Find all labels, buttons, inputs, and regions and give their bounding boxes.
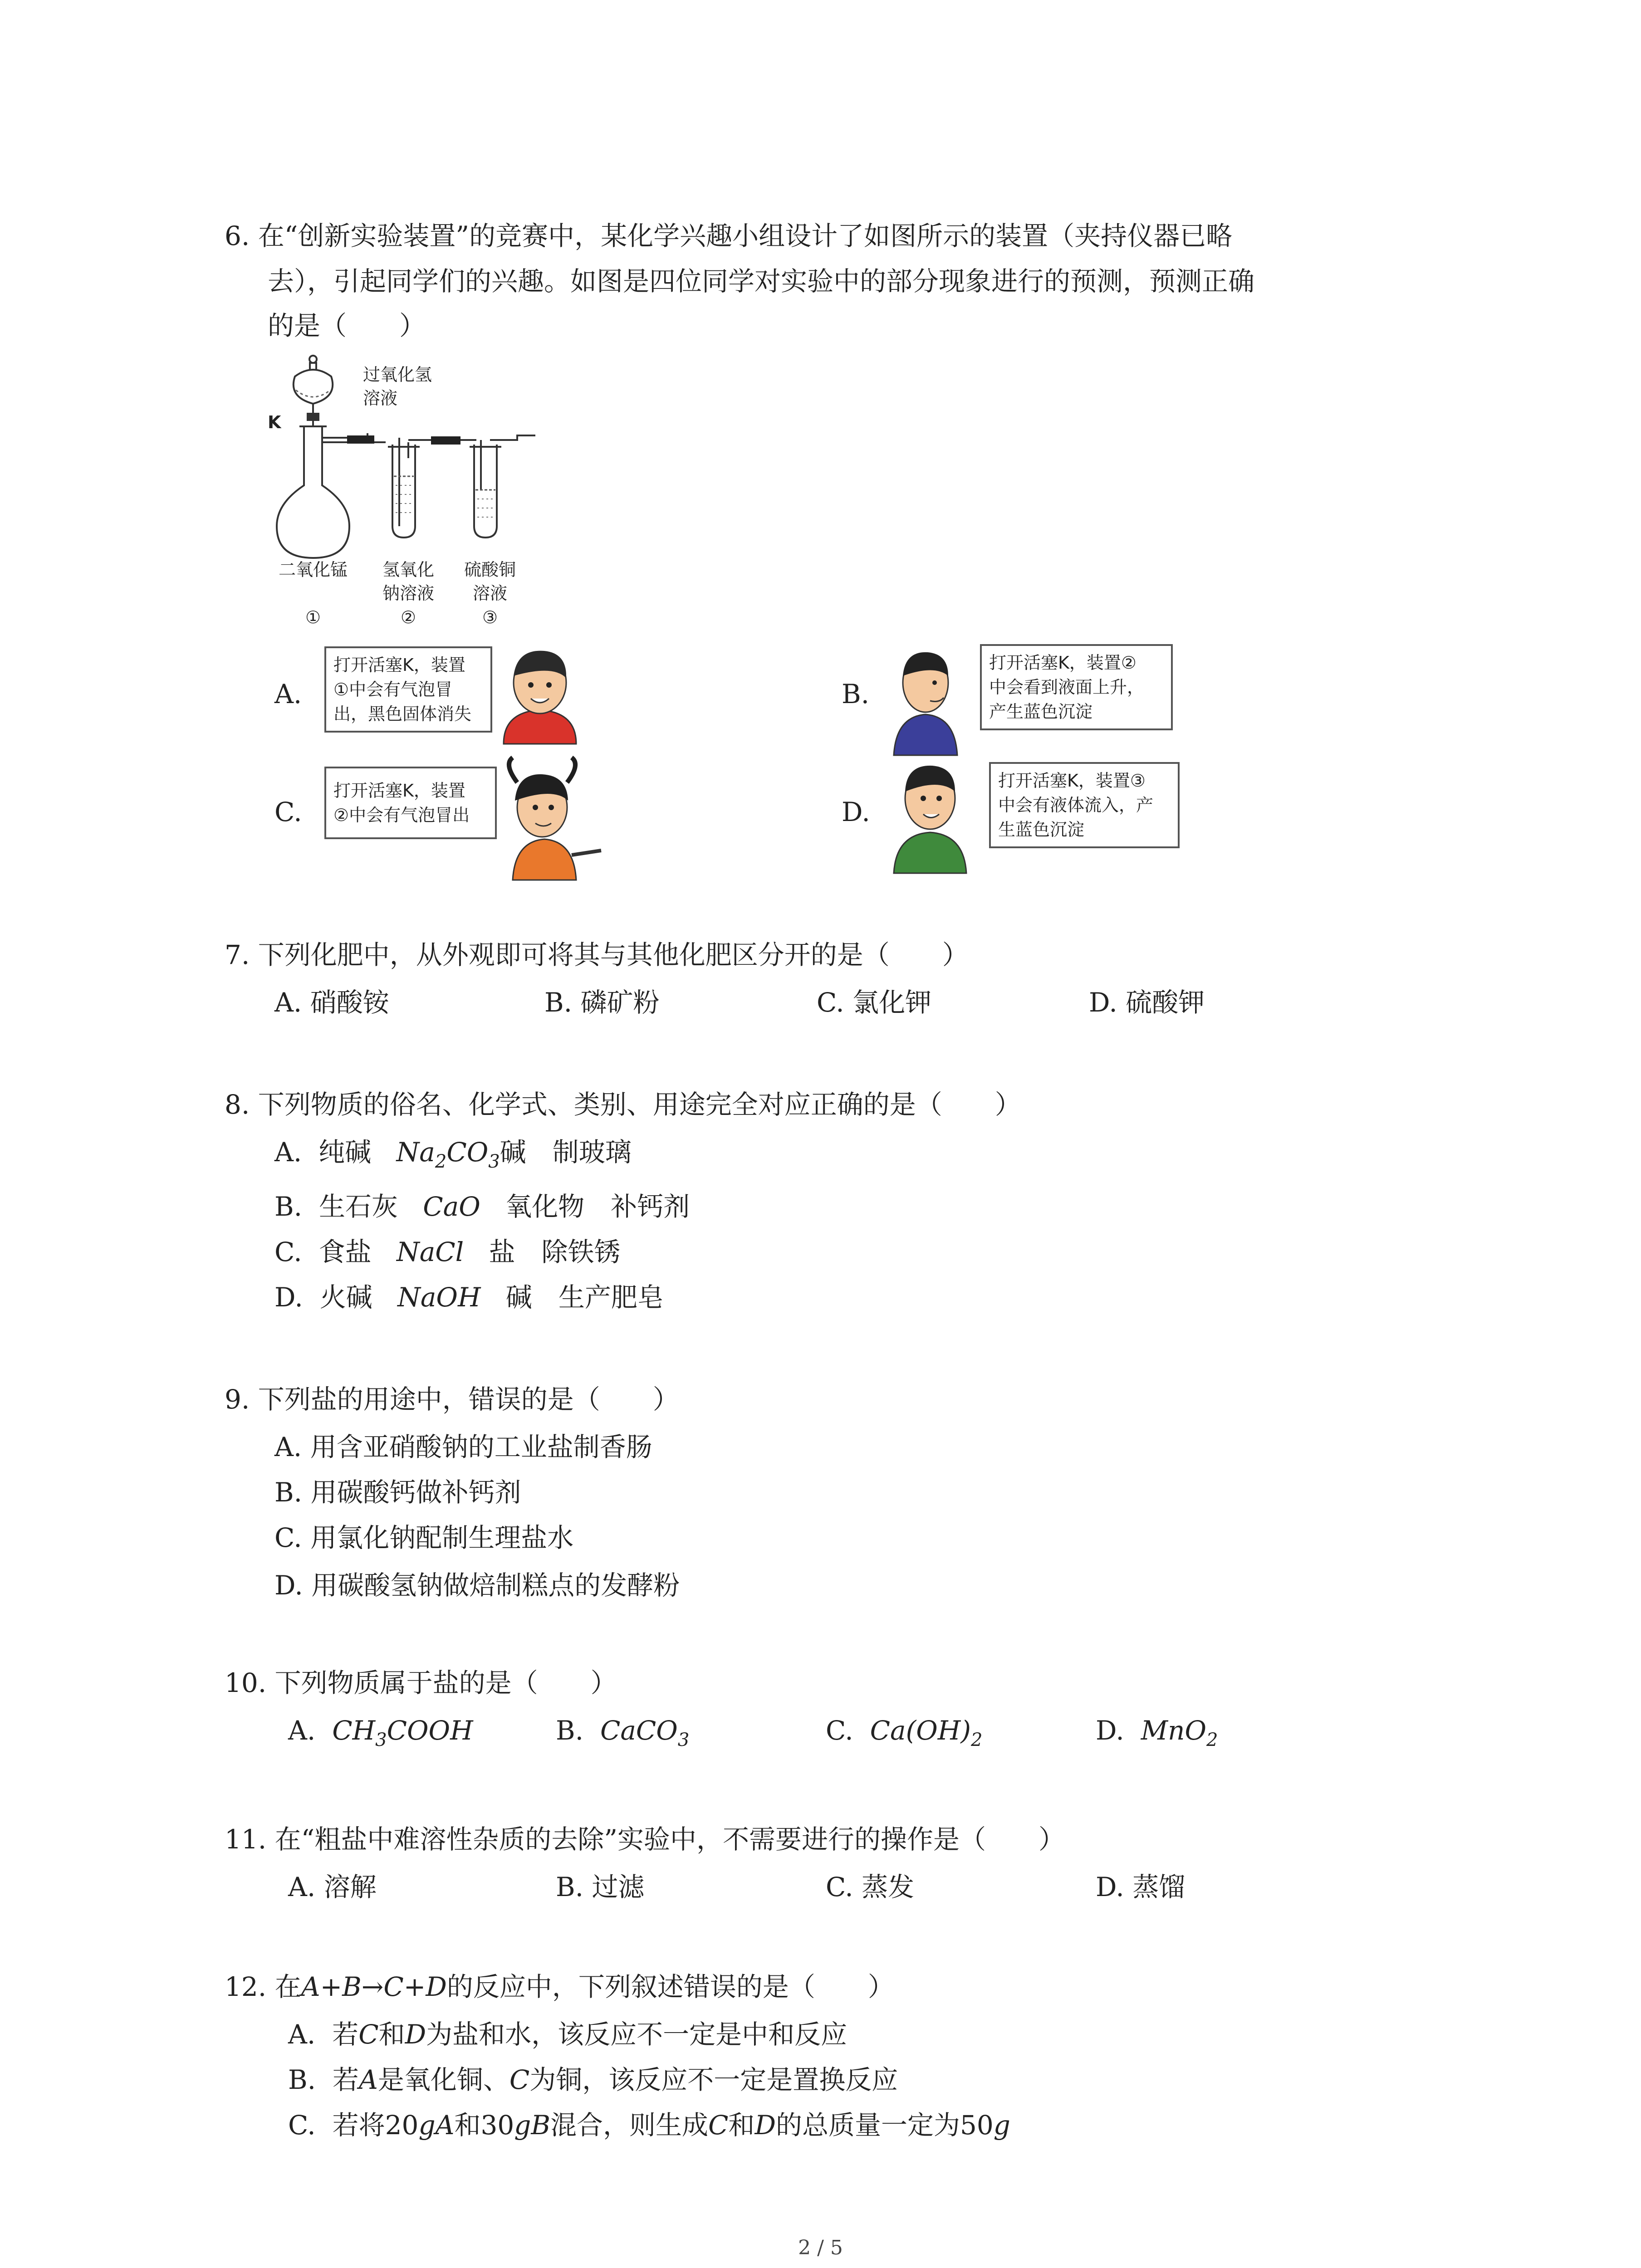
- variable: A: [358, 2064, 378, 2095]
- student-a-body: [504, 710, 576, 744]
- formula-subscript: 3: [677, 1730, 690, 1750]
- q10-option-d: [1096, 1708, 1218, 1763]
- common-name: 火碱: [319, 1282, 372, 1313]
- bubble-line: 中会看到液面上升，: [989, 677, 1145, 697]
- chemical-formula: CaO: [423, 1191, 480, 1222]
- bubble-line: 出，黑色固体消失: [333, 704, 472, 724]
- q11-option-a: A. 溶解: [288, 1872, 377, 1902]
- student-d-body: [894, 832, 966, 873]
- variable: gB: [514, 2110, 551, 2141]
- student-b-eye: [932, 680, 937, 685]
- option-text: 若: [332, 2019, 359, 2050]
- category-and-use: 碱 制玻璃: [500, 1137, 632, 1168]
- category-and-use: 盐 除铁锈: [489, 1237, 621, 1267]
- bubble-line: 生蓝色沉淀: [998, 820, 1085, 840]
- funnel-stopper: [309, 356, 317, 363]
- rubber-tube-2: [431, 436, 460, 445]
- student-a-eye: [528, 682, 534, 688]
- formula-part: Ca(OH): [870, 1715, 971, 1746]
- formula-part: MnO: [1141, 1715, 1207, 1746]
- flask1-label: 二氧化锰: [278, 560, 348, 580]
- q9-option-d: D. 用碳酸氢钠做焙制糕点的发酵粉: [274, 1570, 680, 1601]
- student-a-eye: [546, 682, 552, 688]
- option-text: 和: [728, 2110, 755, 2141]
- q8-option-d: [274, 1275, 664, 1320]
- q7-stem: 7. 下列化肥中，从外观即可将其与其他化肥区分开的是（ ）: [225, 939, 969, 970]
- q8-option-b: [274, 1184, 690, 1229]
- option-text: 为铜，该反应不一定是置换反应: [529, 2064, 898, 2095]
- variable: D: [405, 2019, 426, 2050]
- option-text: 为盐和水，该反应不一定是中和反应: [426, 2019, 847, 2050]
- q9-stem: 9. 下列盐的用途中，错误的是（ ）: [225, 1384, 679, 1415]
- option-letter: B.: [274, 1191, 303, 1222]
- option-letter: D.: [274, 1282, 303, 1313]
- q9-option-b: B. 用碳酸钙做补钙剂: [274, 1477, 521, 1508]
- q6-stem-line3: 的是（ ）: [268, 310, 426, 341]
- option-text: 若: [332, 2064, 359, 2095]
- flask-1: [277, 426, 349, 558]
- formula-part: COOH: [387, 1715, 473, 1746]
- student-b-body: [894, 714, 957, 755]
- bubble-line: 打开活塞K，装置: [333, 781, 465, 801]
- q6-option-a-bubble: [324, 646, 492, 733]
- q6-stem-line2: 去），引起同学们的兴趣。如图是四位同学对实验中的部分现象进行的预测，预测正确: [268, 266, 1255, 297]
- q7-option-c: C. 氯化钾: [817, 987, 932, 1018]
- variable: C: [708, 2110, 729, 2141]
- formula-subscript: 2: [435, 1151, 447, 1172]
- option-letter: D.: [1096, 1715, 1124, 1746]
- tube3-number: ③: [482, 607, 498, 627]
- common-name: 纯碱: [318, 1137, 372, 1168]
- q8-option-c: [274, 1229, 621, 1275]
- formula-subscript: 2: [970, 1730, 983, 1750]
- option-text: 若将20: [332, 2110, 419, 2141]
- rubber-tube-1: [347, 435, 374, 444]
- q6-option-c-bubble: [324, 767, 497, 839]
- variable: C: [509, 2064, 530, 2095]
- q10-option-a: [288, 1708, 473, 1763]
- option-letter: A.: [274, 1137, 302, 1168]
- q7-option-a: A. 硝酸铵: [274, 987, 389, 1018]
- option-letter: C.: [274, 1237, 302, 1267]
- bubble-line: 产生蓝色沉淀: [989, 702, 1093, 722]
- bubble-line: ②中会有气泡冒出: [333, 805, 470, 825]
- chemical-formula: [396, 1137, 500, 1172]
- q7-option-b: B. 磷矿粉: [544, 987, 660, 1018]
- tube3-label-2: 溶液: [472, 583, 507, 603]
- tube2-label-2: 钠溶液: [382, 583, 434, 603]
- student-d-eye: [936, 796, 942, 801]
- common-name: 食盐: [318, 1237, 372, 1267]
- formula-subscript: 3: [488, 1151, 500, 1172]
- formula-subscript: 2: [1206, 1730, 1218, 1750]
- student-a-illustration: [485, 644, 594, 748]
- q6-option-b-letter: B.: [842, 679, 870, 709]
- formula-part: CaCO: [600, 1715, 678, 1746]
- q12-number: 12. 在: [225, 1971, 301, 2002]
- student-d-eye: [921, 796, 926, 801]
- chemical-formula: NaCl: [396, 1237, 464, 1267]
- formula-part: CO: [446, 1137, 489, 1168]
- valve-label: K: [268, 412, 281, 432]
- bubble-line: 打开活塞K，装置②: [989, 653, 1136, 673]
- test-tube-2: [392, 445, 415, 538]
- valve-k: [307, 413, 319, 421]
- chemical-formula: NaOH: [397, 1282, 481, 1313]
- q6-option-d-bubble: [989, 762, 1180, 848]
- q9-option-c: C. 用氯化钠配制生理盐水: [274, 1522, 574, 1553]
- formula-part: Na: [396, 1137, 435, 1168]
- student-c-arm: [572, 850, 601, 855]
- q8-option-a: [274, 1129, 632, 1184]
- q9-option-a: A. 用含亚硝酸钠的工业盐制香肠: [274, 1432, 652, 1462]
- option-letter: C.: [288, 2110, 316, 2141]
- q10-option-b: [556, 1708, 689, 1763]
- student-c-eye: [533, 805, 538, 810]
- bubble-line: 打开活塞K，装置③: [998, 771, 1146, 791]
- q12-option-c: [288, 2102, 1010, 2148]
- variable: g: [993, 2110, 1010, 2141]
- page-number: 2 / 5: [798, 2236, 843, 2259]
- q8-stem: 8. 下列物质的俗名、化学式、类别、用途完全对应正确的是（ ）: [225, 1089, 1021, 1120]
- q11-stem: 11. 在“粗盐中难溶性杂质的去除”实验中，不需要进行的操作是（ ）: [225, 1824, 1065, 1855]
- q12-stem-text: 的反应中，下列叙述错误的是（ ）: [446, 1971, 894, 2002]
- q12-equation: A+B→C+D: [301, 1971, 447, 2002]
- q11-option-b: B. 过滤: [556, 1872, 645, 1902]
- option-text: 是氧化铜、: [377, 2064, 509, 2095]
- flask1-number: ①: [305, 607, 321, 627]
- funnel-label-1: 过氧化氢: [363, 365, 432, 385]
- q11-option-d: D. 蒸馏: [1096, 1872, 1185, 1902]
- q10-stem: 10. 下列物质属于盐的是（ ）: [225, 1667, 617, 1698]
- student-b-illustration: [885, 640, 966, 758]
- outlet-pipe: [490, 435, 535, 440]
- option-text: 和30: [454, 2110, 514, 2141]
- student-d-illustration: [885, 753, 975, 875]
- q10-option-c: [826, 1708, 982, 1763]
- common-name: 生石灰: [318, 1191, 398, 1222]
- variable: C: [358, 2019, 379, 2050]
- bubble-line: 中会有液体流入，产: [998, 795, 1154, 815]
- category-and-use: 碱 生产肥皂: [505, 1282, 664, 1313]
- formula-part: CH: [332, 1715, 376, 1746]
- option-letter: A.: [288, 1715, 316, 1746]
- q12-stem: [225, 1964, 894, 2009]
- funnel-label-2: 溶液: [363, 388, 398, 408]
- bubble-line: 打开活塞K，装置: [333, 655, 465, 675]
- option-letter: B.: [556, 1715, 584, 1746]
- bubble-line: ①中会有气泡冒: [333, 679, 453, 699]
- option-text: 的总质量一定为50: [775, 2110, 994, 2141]
- tube2-label-1: 氢氧化: [382, 560, 434, 580]
- q12-option-a: [288, 2012, 847, 2057]
- option-letter: A.: [288, 2019, 316, 2050]
- student-c-body: [513, 839, 576, 880]
- q12-option-b: [288, 2057, 898, 2102]
- student-c-illustration: [490, 755, 608, 882]
- option-text: 混合，则生成: [550, 2110, 709, 2141]
- q6-option-c-letter: C.: [274, 797, 302, 827]
- q6-stem-line1: 6. 在“创新实验装置”的竞赛中，某化学兴趣小组设计了如图所示的装置（夹持仪器已略: [225, 220, 1233, 251]
- tube3-label-1: 硫酸铜: [464, 560, 516, 580]
- variable: D: [754, 2110, 776, 2141]
- q6-option-d-letter: D.: [842, 797, 870, 827]
- formula-subscript: 3: [375, 1730, 387, 1750]
- funnel-bulb: [294, 370, 333, 404]
- tube2-number: ②: [400, 607, 416, 627]
- q6-option-a-letter: A.: [274, 679, 302, 709]
- option-letter: C.: [826, 1715, 853, 1746]
- student-c-eye: [549, 805, 554, 810]
- q6-option-b-bubble: [980, 644, 1173, 730]
- q11-option-c: C. 蒸发: [826, 1872, 915, 1902]
- option-letter: B.: [288, 2064, 316, 2095]
- option-text: 和: [378, 2019, 405, 2050]
- variable: gA: [418, 2110, 455, 2141]
- category-and-use: 氧化物 补钙剂: [505, 1191, 690, 1222]
- test-tube-3: [474, 445, 497, 538]
- q7-option-d: D. 硫酸钾: [1089, 987, 1205, 1018]
